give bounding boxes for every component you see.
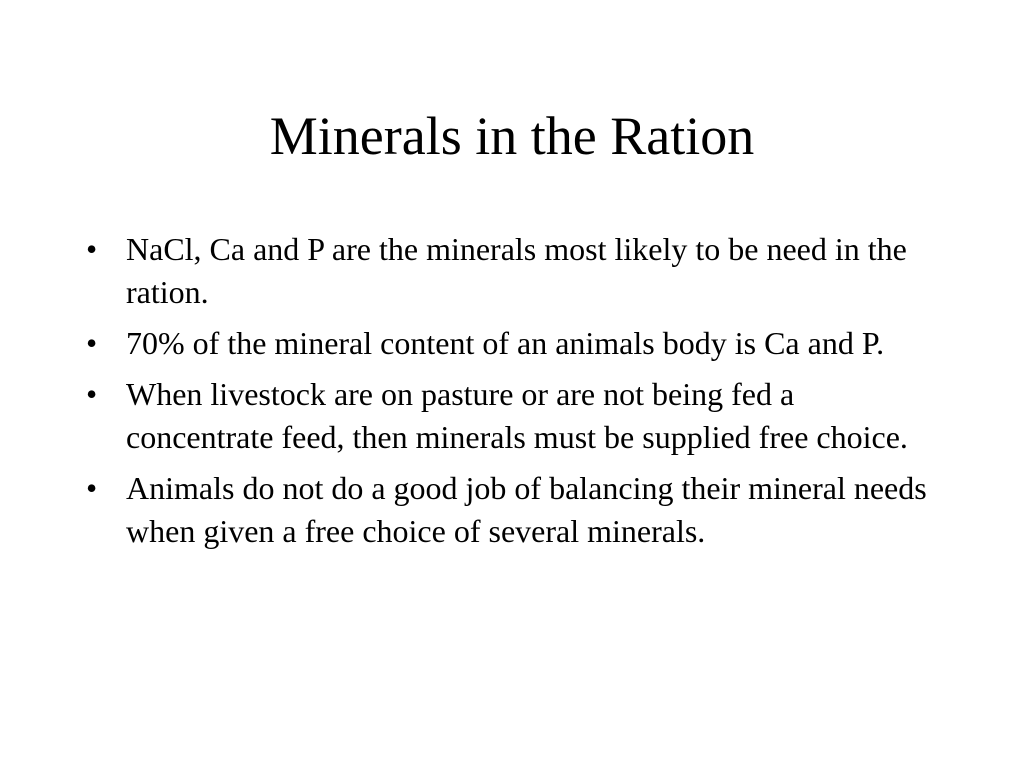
bullet-item	[86, 228, 946, 314]
bullet-list	[86, 228, 946, 561]
bullet-item	[86, 322, 946, 365]
bullet-icon: •	[86, 376, 98, 412]
bullet-text: Animals do not do a good job of balancing their mineral needs when given a free choice of several minerals.	[126, 470, 927, 549]
bullet-text: NaCl, Ca and P are the minerals most likely to be need in the ration.	[126, 231, 907, 310]
slide-title: Minerals in the Ration	[269, 106, 755, 166]
bullet-icon: •	[86, 470, 98, 506]
bullet-icon: •	[86, 325, 98, 361]
bullet-text: When livestock are on pasture or are not being fed a concentrate feed, then minerals must be supplied free choice.	[126, 376, 908, 455]
bullet-item	[86, 373, 946, 459]
bullet-icon: •	[86, 231, 98, 267]
bullet-item	[86, 467, 946, 553]
bullet-text: 70% of the mineral content of an animals body is Ca and P.	[126, 325, 885, 361]
